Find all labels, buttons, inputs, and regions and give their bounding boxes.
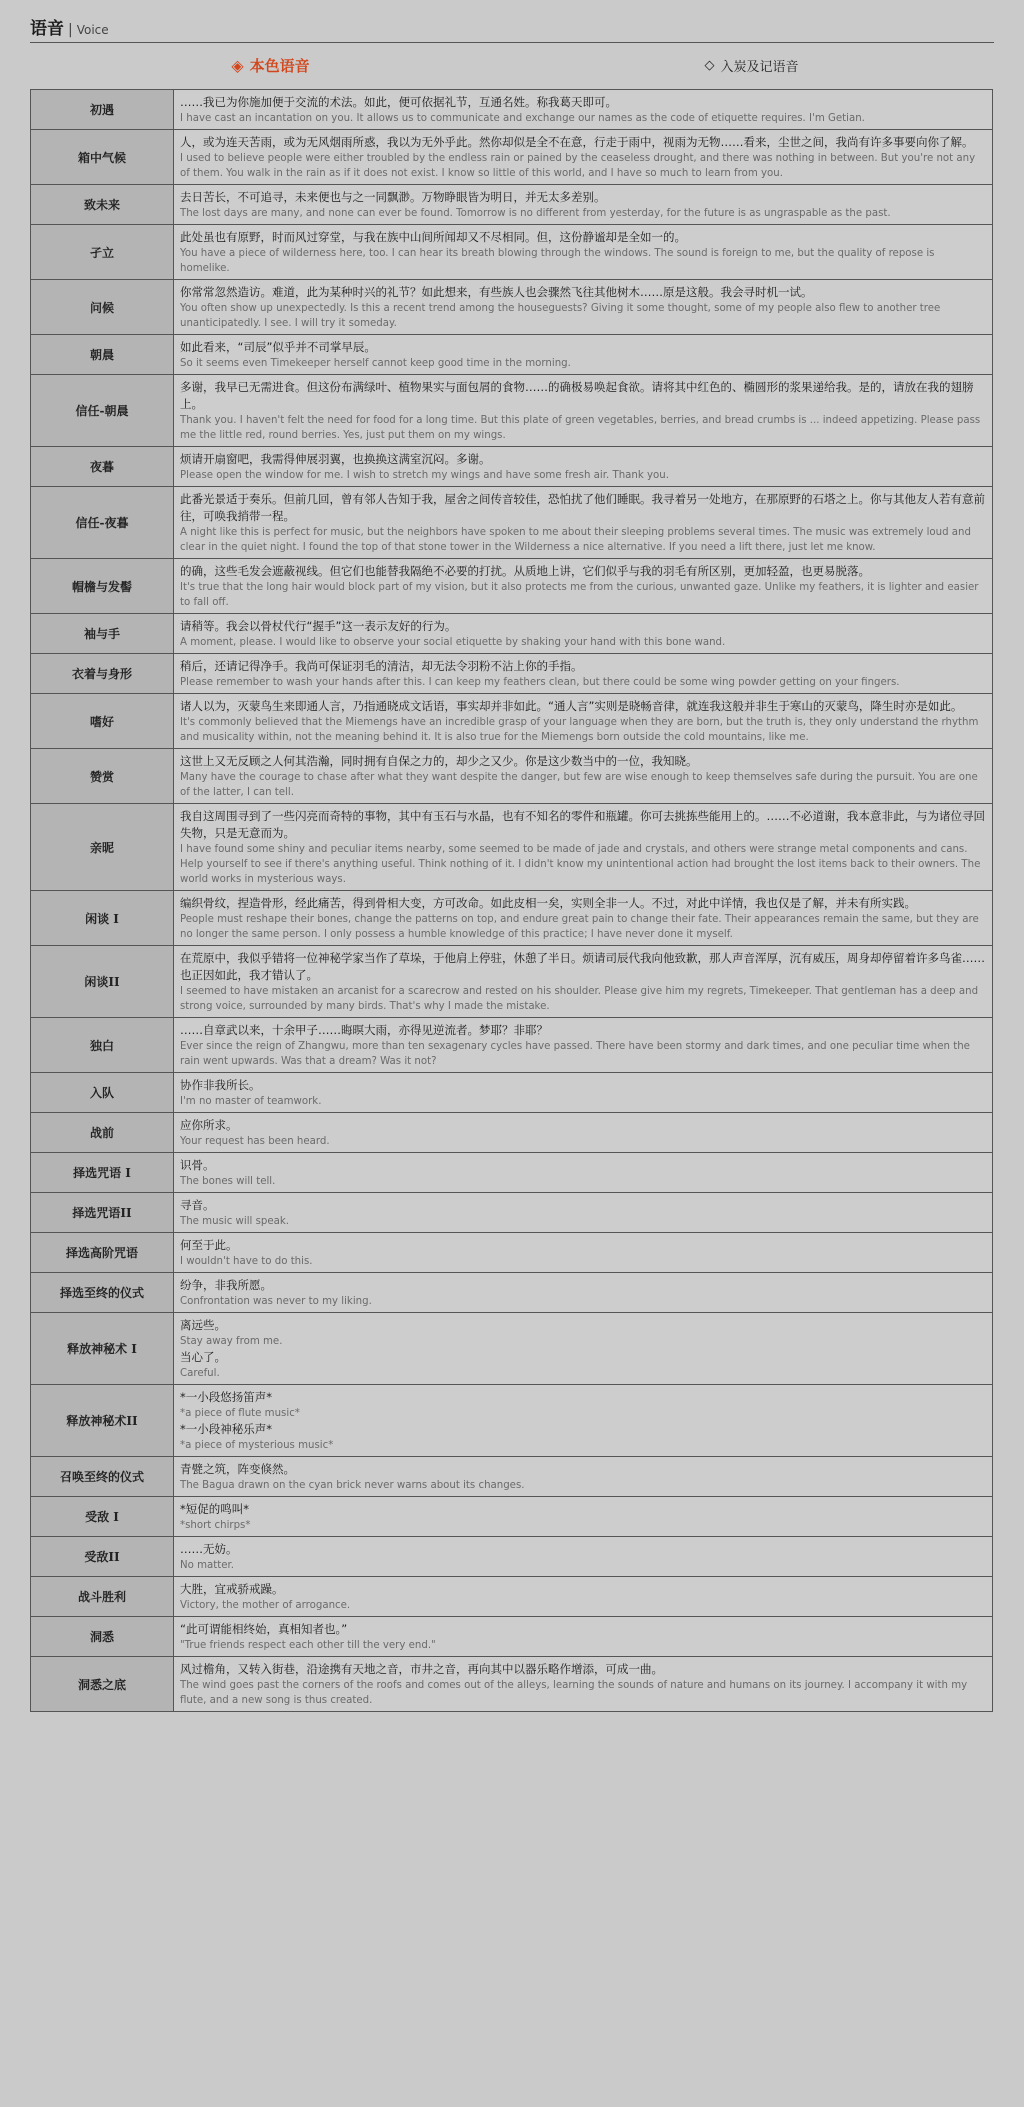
voice-lines-body: [31, 90, 993, 1712]
voice-line-row: [31, 1113, 993, 1153]
voice-line-content: [174, 1385, 993, 1457]
voice-line-content: [174, 1313, 993, 1385]
title-separator: |: [68, 22, 73, 38]
voice-line-row: [31, 891, 993, 946]
voice-line-content: [174, 90, 993, 130]
voice-text-chinese: *一小段悠扬笛声*: [180, 1390, 272, 1404]
voice-text-chinese: 在荒原中，我似乎错将一位神秘学家当作了草垛，于他肩上停驻，休憩了半日。烦请司辰代我向他致歉，那人声音浑厚，沉有威压，周身却停留着许多鸟雀……也正因如此，我才错认了。: [180, 951, 985, 982]
voice-text-english: Careful.: [180, 1368, 220, 1379]
voice-line-row: [31, 280, 993, 335]
voice-line-content: [174, 487, 993, 559]
section-header: [30, 14, 994, 43]
voice-text-chinese: 何至于此。: [180, 1238, 238, 1252]
section-subtitle: Voice: [76, 23, 109, 37]
voice-text-english: Thank you. I haven't felt the need for food for a long time. But this plate of green vegetables, berries, and bread crumbs is ... indeed appetizing. Please pass me the little red, round berries. Yes, just put them on my wings.: [180, 415, 981, 441]
voice-line-title: 孑立: [31, 225, 174, 280]
voice-line-title: 闲谈 I: [31, 891, 174, 946]
voice-line-row: [31, 1385, 993, 1457]
voice-text-chinese: 纷争，非我所愿。: [180, 1278, 272, 1292]
voice-text-english: *a piece of mysterious music*: [180, 1440, 334, 1451]
voice-text-english: I have cast an incantation on you. It allows us to communicate and exchange our names as the code of etiquette requires. I'm Getian.: [180, 113, 865, 124]
voice-line-title: 信任-朝晨: [31, 375, 174, 447]
voice-line-title: 初遇: [31, 90, 174, 130]
voice-text-english: "True friends respect each other till the very end.": [180, 1640, 436, 1651]
voice-text-chinese: 你常常忽然造访。难道，此为某种时兴的礼节？如此想来，有些族人也会骤然飞往其他树木……原是这般。我会寻时机一试。: [180, 285, 813, 299]
voice-line-title: 择选至终的仪式: [31, 1273, 174, 1313]
voice-text-english: So it seems even Timekeeper herself cannot keep good time in the morning.: [180, 358, 571, 369]
voice-line-row: [31, 1537, 993, 1577]
voice-line-title: 闲谈II: [31, 946, 174, 1018]
voice-text-english: I wouldn't have to do this.: [180, 1256, 313, 1267]
voice-line-title: 问候: [31, 280, 174, 335]
voice-text-english: No matter.: [180, 1560, 235, 1571]
voice-line-row: [31, 90, 993, 130]
voice-line-row: [31, 804, 993, 891]
voice-text-english: *short chirps*: [180, 1520, 251, 1531]
voice-text-english: You have a piece of wilderness here, too. I can hear its breath blowing through the windows. The sound is foreign to me, but the quality of repose is homelike.: [180, 248, 935, 274]
voice-text-chinese: ……无妨。: [180, 1542, 238, 1556]
voice-line-title: 嗜好: [31, 694, 174, 749]
voice-text-chinese: 这世上又无反顾之人何其浩瀚，同时拥有自保之力的，却少之又少。你是这少数当中的一位，我知晓。: [180, 754, 698, 768]
voice-line-title: 致未来: [31, 185, 174, 225]
voice-line-row: [31, 130, 993, 185]
voice-line-title: 择选高阶咒语: [31, 1233, 174, 1273]
voice-line-row: [31, 1018, 993, 1073]
voice-line-title: 夜暮: [31, 447, 174, 487]
voice-text-english: Many have the courage to chase after what they want despite the danger, but few are wise enough to keep themselves safe during the pursuit. You are one of the latter, I can tell.: [180, 772, 978, 798]
voice-line-row: [31, 1273, 993, 1313]
voice-text-chinese: 协作非我所长。: [180, 1078, 261, 1092]
voice-line-content: [174, 559, 993, 614]
voice-line-content: [174, 375, 993, 447]
voice-text-english: I'm no master of teamwork.: [180, 1096, 322, 1107]
voice-text-chinese: 的确，这些毛发会遮蔽视线。但它们也能替我隔绝不必要的打扰。从质地上讲，它们似乎与我的羽毛有所区别，更加轻盈，也更易脱落。: [180, 564, 870, 578]
voice-line-content: [174, 749, 993, 804]
voice-line-row: [31, 1497, 993, 1537]
voice-line-title: 信任-夜暮: [31, 487, 174, 559]
voice-line-title: 帽檐与发髻: [31, 559, 174, 614]
voice-line-row: [31, 225, 993, 280]
voice-line-row: [31, 654, 993, 694]
voice-text-english: It's true that the long hair would block part of my vision, but it also protects me from the curious, unwanted gaze. Unlike my feathers, it is lighter and easier to fall off.: [180, 582, 979, 608]
voice-line-row: [31, 559, 993, 614]
voice-text-english: It's commonly believed that the Miemengs have an incredible grasp of your language when they are born, but the truth is, they only understand the rhythm and musicality within, not the meaning behind it. It is also true for the Miemengs born outside the cold mountains, like me.: [180, 717, 979, 743]
voice-text-chinese: 离远些。: [180, 1318, 226, 1332]
voice-line-title: 衣着与身形: [31, 654, 174, 694]
voice-text-chinese: 如此看来，“司辰”似乎并不司掌早辰。: [180, 340, 376, 354]
voice-line-title: 释放神秘术 I: [31, 1313, 174, 1385]
voice-text-chinese: 人，或为连天苦雨，或为无风烟雨所惑，我以为无外乎此。然你却似是全不在意，行走于雨中，视雨为无物……看来，尘世之间，我尚有许多事要向你了解。: [180, 135, 974, 149]
voice-text-english: Please remember to wash your hands after this. I can keep my feathers clean, but there could be some wing powder getting on your fingers.: [180, 677, 900, 688]
voice-text-english: I used to believe people were either troubled by the endless rain or pained by the ceaseless drought, and there was nothing in between. But you're not any of them. You walk in the rain as if it does not exist. I know so little of this world, and I have so much to learn from you.: [180, 153, 976, 179]
voice-text-english: The Bagua drawn on the cyan brick never warns about its changes.: [180, 1480, 525, 1491]
voice-line-content: [174, 1018, 993, 1073]
filled-diamond-icon: ◈: [231, 55, 244, 75]
voice-text-english: The bones will tell.: [180, 1176, 276, 1187]
voice-line-content: [174, 1233, 993, 1273]
voice-line-row: [31, 1233, 993, 1273]
voice-line-content: [174, 654, 993, 694]
voice-line-content: [174, 130, 993, 185]
voice-line-row: [31, 1617, 993, 1657]
voice-line-title: 洞悉: [31, 1617, 174, 1657]
voice-text-chinese: 风过檐角，又转入街巷，沿途携有天地之音，市井之音，再向其中以器乐略作增添，可成一曲。: [180, 1662, 663, 1676]
voice-text-chinese: 应你所求。: [180, 1118, 238, 1132]
voice-line-row: [31, 185, 993, 225]
voice-line-title: 赞赏: [31, 749, 174, 804]
voice-text-english: I have found some shiny and peculiar items nearby, some seemed to be made of jade and crystals, and others were strange metal components and cans. Help yourself to see if there's anything useful. Think nothing of it. I didn't know my unintentional action had brought the lost items back to their owners. The world works in mysterious ways.: [180, 844, 981, 885]
voice-line-title: 朝晨: [31, 335, 174, 375]
voice-text-english: A night like this is perfect for music, but the neighbors have spoken to me about their sleeping problems several times. The music was extremely loud and clear in the quiet night. I found the top of that stone tower in the Wilderness a nice alternative. If you need a lift there, just let me know.: [180, 527, 971, 553]
voice-text-english: Confrontation was never to my liking.: [180, 1296, 372, 1307]
voice-line-row: [31, 946, 993, 1018]
voice-line-title: 召唤至终的仪式: [31, 1457, 174, 1497]
voice-line-title: 战斗胜利: [31, 1577, 174, 1617]
voice-line-title: 独白: [31, 1018, 174, 1073]
voice-line-title: 择选咒语 I: [31, 1153, 174, 1193]
voice-text-chinese: 编织骨纹，捏造骨形，经此痛苦，得到骨相大变，方可改命。如此皮相一矣，实则全非一人。不过，对此中详情，我也仅是了解，并未有所实践。: [180, 896, 916, 910]
voice-text-chinese: 此番光景适于奏乐。但前几回，曾有邻人告知于我，屋舍之间传音较佳，恐怕扰了他们睡眠。我寻着另一处地方，在那原野的石塔之上。你与其他友人若有意前往，可唤我捎带一程。: [180, 492, 985, 523]
tab-native-voice[interactable]: [30, 55, 511, 76]
voice-line-row: [31, 375, 993, 447]
voice-line-content: [174, 1113, 993, 1153]
voice-line-content: [174, 280, 993, 335]
voice-text-english: Ever since the reign of Zhangwu, more than ten sexagenary cycles have passed. There have been stormy and dark times, and one peculiar time when the rain went upwards. Was that a dream? Was it not?: [180, 1041, 970, 1067]
voice-text-chinese: 去日苦长，不可追寻，未来便也与之一同飘渺。万物睁眼皆为明日，并无太多差别。: [180, 190, 606, 204]
voice-text-english: The lost days are many, and none can ever be found. Tomorrow is no different from yesterday, for the future is as ungraspable as the past.: [180, 208, 891, 219]
voice-line-content: [174, 447, 993, 487]
voice-text-english: You often show up unexpectedly. Is this a recent trend among the houseguests? Giving it some thought, some of my people also flew to another tree unanticipatedly. I see. I will try it someday.: [180, 303, 941, 329]
tab-alt-voice[interactable]: [511, 56, 992, 75]
voice-line-title: 袖与手: [31, 614, 174, 654]
voice-line-content: [174, 1273, 993, 1313]
voice-line-row: [31, 1657, 993, 1712]
voice-line-title: 战前: [31, 1113, 174, 1153]
voice-text-chinese: ……我已为你施加便于交流的术法。如此，便可依据礼节，互通名姓。称我葛天即可。: [180, 95, 617, 109]
voice-line-row: [31, 694, 993, 749]
outline-diamond-icon: ◇: [704, 57, 715, 73]
voice-line-title: 入队: [31, 1073, 174, 1113]
voice-line-content: [174, 1657, 993, 1712]
voice-text-chinese: 稍后，还请记得净手。我尚可保证羽毛的清洁，却无法令羽粉不沾上你的手指。: [180, 659, 583, 673]
voice-line-title: 箱中气候: [31, 130, 174, 185]
tab-label: 入炭及记语音: [720, 59, 799, 75]
voice-line-title: 受敌 I: [31, 1497, 174, 1537]
voice-line-title: 洞悉之底: [31, 1657, 174, 1712]
voice-line-row: [31, 1577, 993, 1617]
voice-line-row: [31, 1153, 993, 1193]
voice-text-chinese: 大胜，宜戒骄戒躁。: [180, 1582, 284, 1596]
voice-text-english: The wind goes past the corners of the roofs and comes out of the alleys, learning the sounds of nature and humans on its journey. I accompany it with my flute, and a new song is thus created.: [180, 1680, 968, 1706]
voice-line-title: 亲昵: [31, 804, 174, 891]
voice-text-english: Your request has been heard.: [180, 1136, 330, 1147]
voice-line-title: 释放神秘术II: [31, 1385, 174, 1457]
voice-lines-table: [30, 89, 993, 1712]
voice-line-content: [174, 1153, 993, 1193]
voice-tabs: [30, 43, 994, 87]
voice-text-chinese: *一小段神秘乐声*: [180, 1422, 272, 1436]
voice-text-chinese: 多谢，我早已无需进食。但这份布满绿叶、植物果实与面包屑的食物……的确极易唤起食欲。请将其中红色的、椭圆形的浆果递给我。是的，请放在我的翅膀上。: [180, 380, 974, 411]
voice-line-content: [174, 694, 993, 749]
voice-line-content: [174, 335, 993, 375]
voice-line-content: [174, 1193, 993, 1233]
voice-text-english: Please open the window for me. I wish to stretch my wings and have some fresh air. Thank you.: [180, 470, 669, 481]
voice-text-chinese: 青甓之筑，阵变倏然。: [180, 1462, 295, 1476]
voice-line-row: [31, 614, 993, 654]
voice-text-chinese: 烦请开扇窗吧，我需得伸展羽翼，也换换这满室沉闷。多谢。: [180, 452, 491, 466]
voice-line-row: [31, 1193, 993, 1233]
voice-line-content: [174, 614, 993, 654]
voice-text-chinese: “此可谓能相终始，真相知者也。”: [180, 1622, 348, 1636]
voice-line-content: [174, 1617, 993, 1657]
voice-line-content: [174, 804, 993, 891]
voice-line-row: [31, 1073, 993, 1113]
voice-text-chinese: 识骨。: [180, 1158, 215, 1172]
voice-text-chinese: *短促的鸣叫*: [180, 1502, 249, 1516]
voice-line-row: [31, 335, 993, 375]
voice-text-chinese: ……自章武以来，十余甲子……晦暝大雨，亦得见逆流者。梦耶？非耶？: [180, 1023, 548, 1037]
voice-line-content: [174, 946, 993, 1018]
voice-line-content: [174, 1073, 993, 1113]
voice-text-chinese: 我自这周围寻到了一些闪亮而奇特的事物，其中有玉石与水晶，也有不知名的零件和瓶罐。你可去挑拣些能用上的。……不必道谢，我本意非此，与为诸位寻回失物，只是无意而为。: [180, 809, 985, 840]
voice-line-row: [31, 1313, 993, 1385]
voice-line-row: [31, 447, 993, 487]
voice-line-content: [174, 225, 993, 280]
voice-line-row: [31, 487, 993, 559]
voice-text-english: *a piece of flute music*: [180, 1408, 300, 1419]
voice-line-content: [174, 1577, 993, 1617]
voice-text-english: I seemed to have mistaken an arcanist for a scarecrow and rested on his shoulder. Please give him my regrets, Timekeeper. That gentleman has a deep and strong voice, surrounded by many birds. That's why I made the mistake.: [180, 986, 979, 1012]
voice-text-english: People must reshape their bones, change the patterns on top, and endure great pain to change their fate. Their appearances remain the same, but they are no longer the same person. I only possess a humble knowledge of this practice; I have never done it myself.: [180, 914, 979, 940]
voice-line-content: [174, 891, 993, 946]
voice-line-title: 受敌II: [31, 1537, 174, 1577]
voice-line-title: 择选咒语II: [31, 1193, 174, 1233]
voice-line-content: [174, 1457, 993, 1497]
voice-text-chinese: 寻音。: [180, 1198, 215, 1212]
voice-line-content: [174, 1537, 993, 1577]
voice-text-english: Stay away from me.: [180, 1336, 283, 1347]
voice-line-row: [31, 1457, 993, 1497]
voice-text-chinese: 请稍等。我会以骨杖代行“握手”这一表示友好的行为。: [180, 619, 457, 633]
voice-text-english: Victory, the mother of arrogance.: [180, 1600, 351, 1611]
voice-text-chinese: 此处虽也有原野，时而风过穿堂，与我在族中山间所闻却又不尽相同。但，这份静谧却是全如一的。: [180, 230, 686, 244]
voice-text-chinese: 诸人以为，灭蒙鸟生来即通人言，乃指通晓成文话语，事实却并非如此。“通人言”实则是晓畅音律，就连我这般并非生于寒山的灭蒙鸟，降生时亦是如此。: [180, 699, 963, 713]
voice-line-content: [174, 1497, 993, 1537]
voice-text-english: A moment, please. I would like to observe your social etiquette by shaking your hand with this bone wand.: [180, 637, 726, 648]
voice-text-english: The music will speak.: [180, 1216, 290, 1227]
voice-text-chinese: 当心了。: [180, 1350, 226, 1364]
tab-label: 本色语音: [249, 56, 310, 75]
voice-line-row: [31, 749, 993, 804]
section-title: 语音: [30, 19, 64, 39]
voice-line-content: [174, 185, 993, 225]
